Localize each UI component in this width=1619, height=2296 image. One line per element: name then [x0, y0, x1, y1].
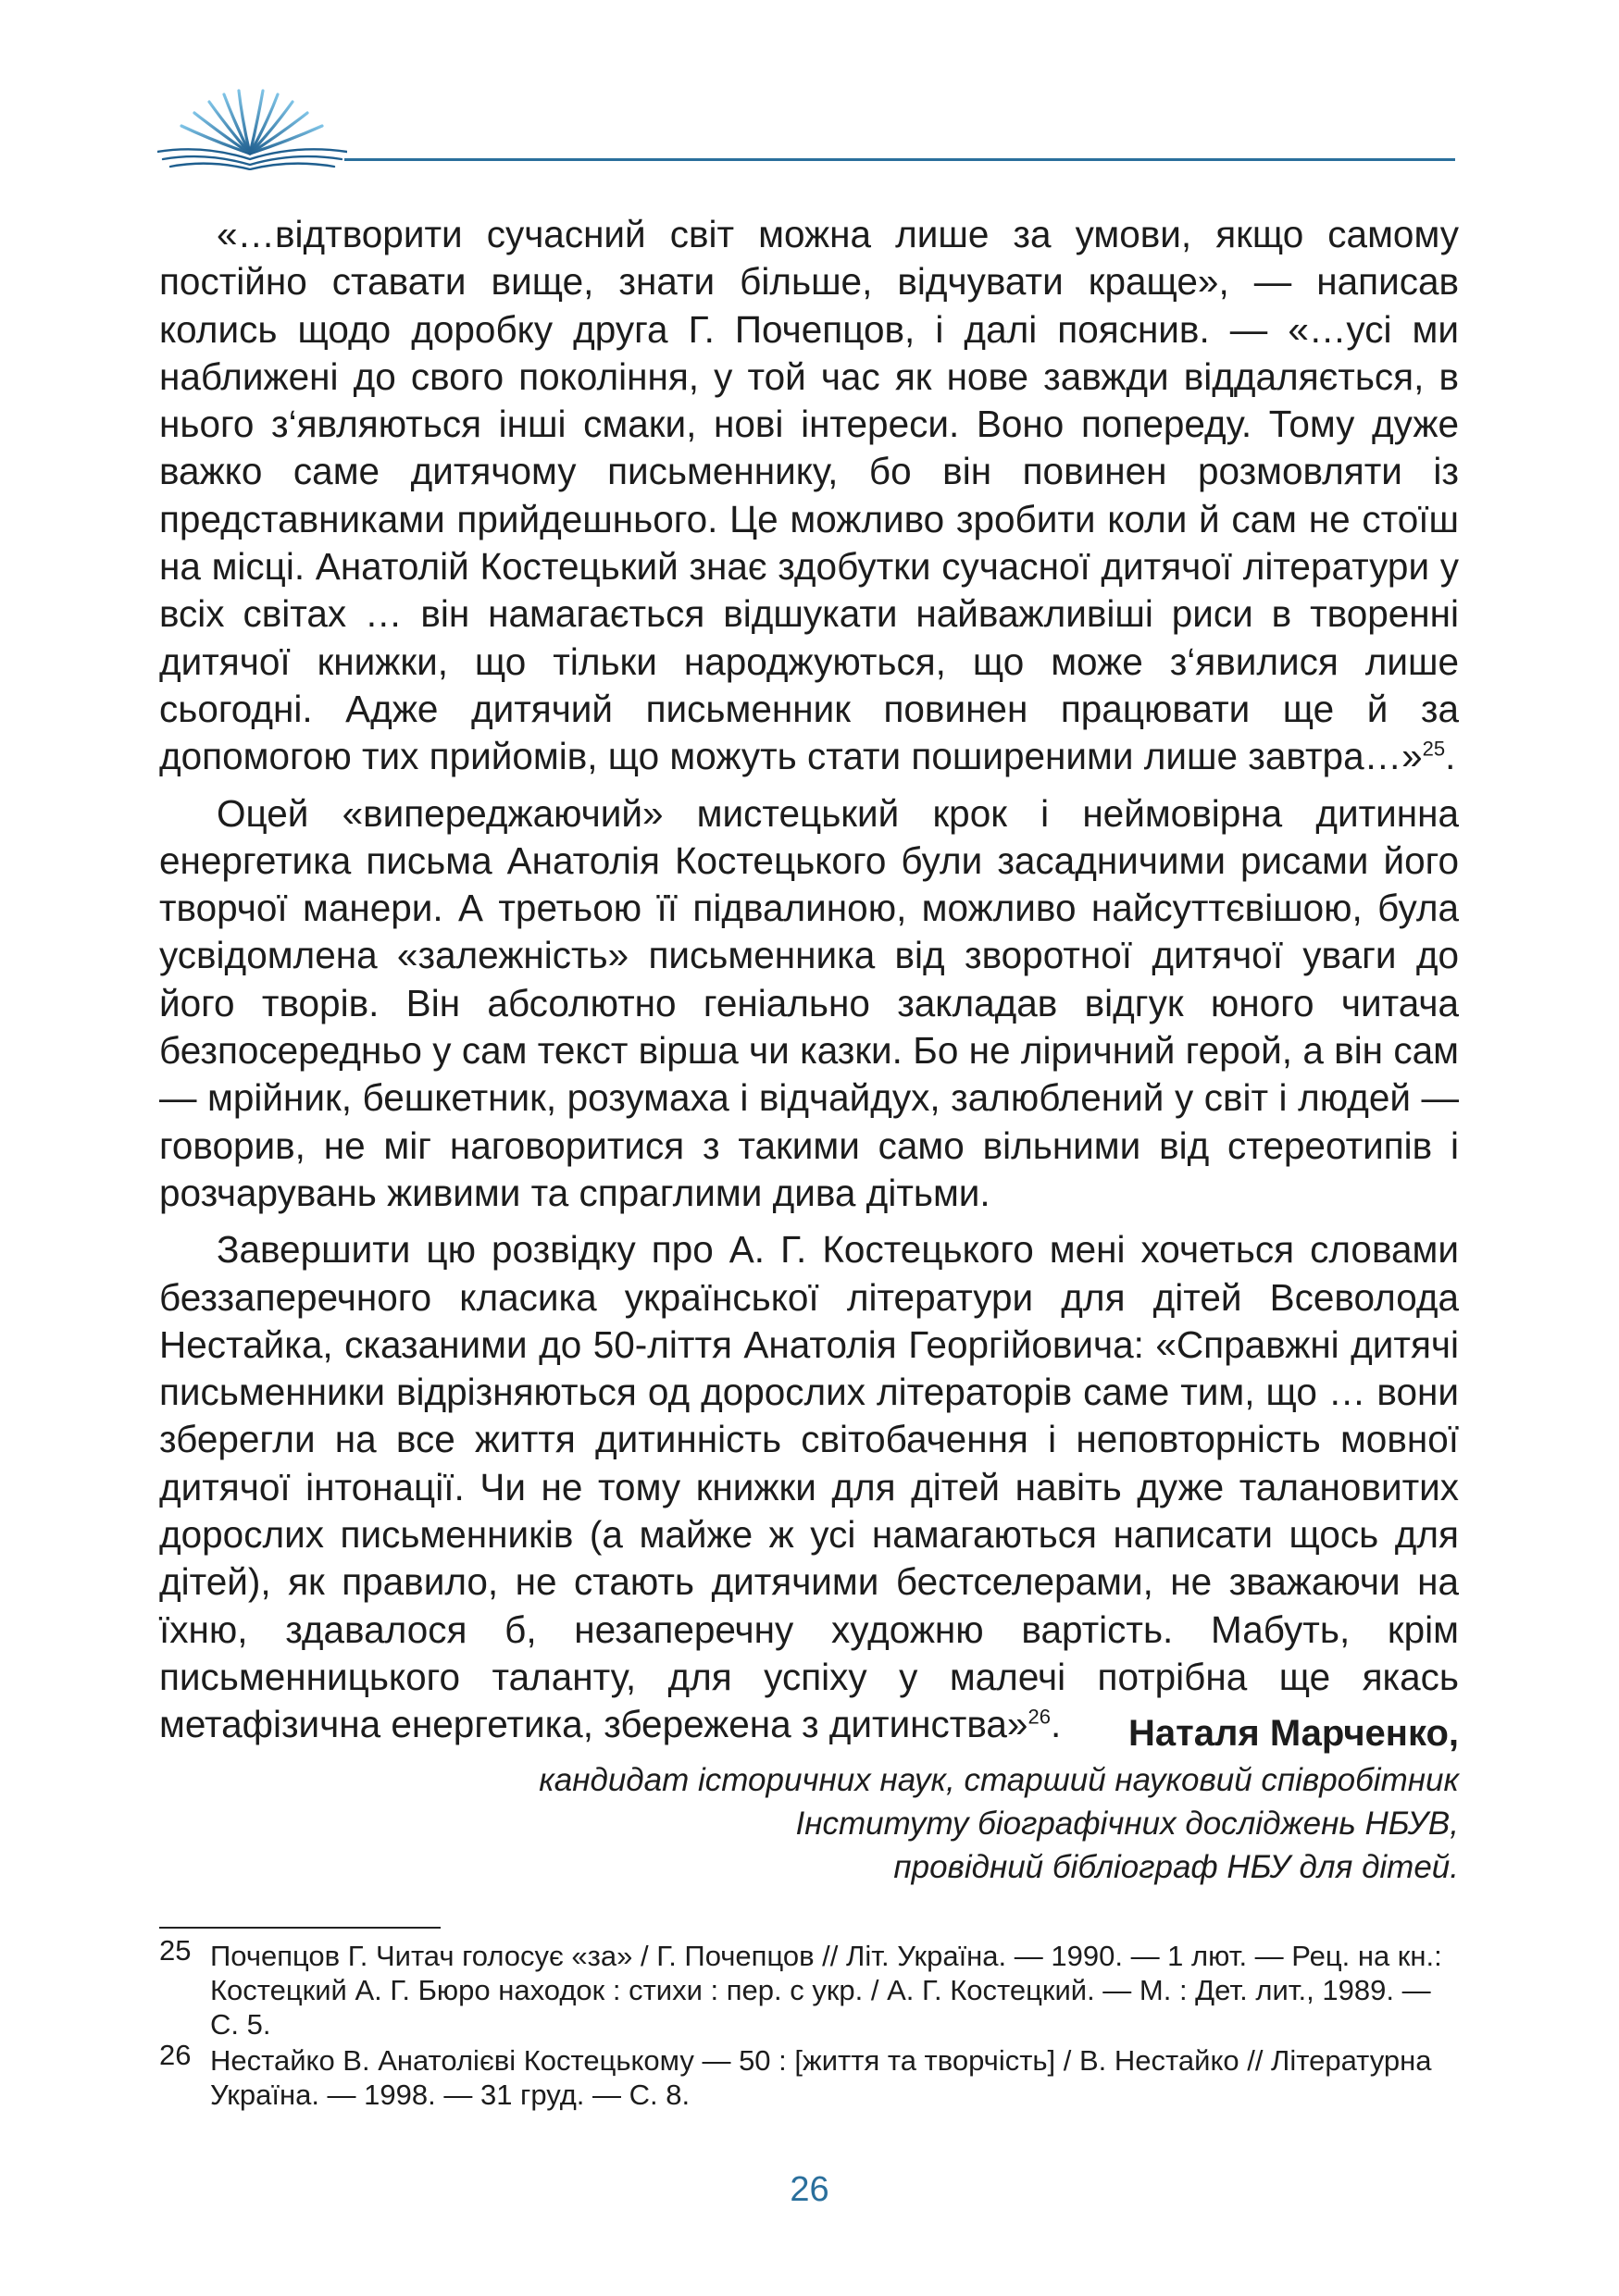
paragraph-end: .	[1445, 735, 1456, 778]
footnote-text: Нестайко В. Анатолієві Костецькому — 50 : [життя та творчість] / В. Нестайко // Літературна Україна. — 1998. — 31 груд. — С. 8.	[210, 2044, 1432, 2111]
author-name: Наталя Марченко,	[1128, 1713, 1459, 1754]
open-book-icon	[157, 85, 347, 170]
footnote	[159, 1934, 1459, 2042]
author-institute: Інституту біографічних досліджень НБУВ,	[795, 1806, 1459, 1842]
author-position: провідний бібліограф НБУ для дітей.	[893, 1849, 1459, 1885]
paragraph	[159, 1226, 1459, 1748]
paragraph	[159, 211, 1459, 781]
footnote-text: Почепцов Г. Читач голосує «за» / Г. Почепцов // Літ. Україна. — 1990. — 1 лют. — Рец. на кн.: Костецкий А. Г. Бюро находок : стихи : пер. с укр. / А. Г. Костецкий. — М. : Дет. лит., 1989. — С. 5.	[210, 1940, 1442, 2041]
paragraph-text: «…відтворити сучасний світ можна лише за умови, якщо самому постійно ставати вище, знати більше, відчувати краще», — написав колись щодо доробку друга Г. Почепцов, і далі пояснив. — «…усі ми наближені до свого покоління, у той час як нове завжди віддаляється, в нього з‘являються інші смаки, нові інтереси. Воно попереду. Тому дуже важко саме дитячому письменнику, бо він повинен розмовляти із представниками прийдешнього. Це можливо зробити коли й сам не стоїш на місці. Анатолій Костецький знає здобутки сучасної дитячої літератури у всіх світах … він намагається відшукати найважливіші риси в творенні дитячої книжки, що тільки народжуються, що може з‘явилися лише сьогодні. Адже дитячий письменник повинен працювати ще й за допомогою тих прийомів, що можуть стати поширеними лише завтра…»	[159, 213, 1459, 778]
author-signature	[159, 1705, 1459, 1889]
main-text	[159, 211, 1459, 1758]
footnote-ref[interactable]: 26	[1027, 1705, 1051, 1729]
author-title: кандидат історичних наук, старший науковий співробітник	[539, 1762, 1459, 1798]
paragraph: Оцей «випереджаючий» мистецький крок і неймовірна дитинна енергетика письма Анатолія Костецького були засадничими рисами його творчої манери. А третьою її підвалиною, можливо найсуттєвішою, була усвідомлена «залежність» письменника від зворотної дитячої уваги до його творів. Він абсолютно геніально закладав відгук юного читача безпосередньо у сам текст вірша чи казки. Бо не ліричний герой, а він сам — мрійник, бешкетник, розумаха і відчайдух, залюблений у світ і людей — говорив, не міг наговоритися з такими само вільними від стереотипів і розчарувань живими та спраглими дива дітьми.	[159, 791, 1459, 1214]
paragraph-text: Завершити цю розвідку про А. Г. Костецького мені хочеться словами беззаперечного класика української літератури для дітей Всеволода Нестайка, сказаними до 50-ліття Анатолія Георгійовича: «Справжні дитячі письменники відрізняються од дорослих літераторів саме тим, що … вони зберегли на все життя дитинність світобачення і неповторність мовної дитячої інтонації. Чи не тому книжки для дітей навіть дуже талановитих дорослих письменників (а майже ж усі намагаються написати щось для дітей), як правило, не стають дитячими бестселерами, не зважаючи на їхню, здавалося б, незаперечну художню вартість. Мабуть, крім письменницького таланту, для успіху у малечі потрібна ще якась метафізична енергетика, збережена з дитинства»	[159, 1228, 1459, 1746]
footnotes	[159, 1934, 1459, 2114]
page-number: 26	[790, 2170, 829, 2209]
footnote-separator	[159, 1927, 441, 1929]
header-rule	[344, 158, 1455, 161]
footnote-ref[interactable]: 25	[1422, 737, 1446, 761]
paragraph-end: .	[1050, 1703, 1062, 1746]
footnote	[159, 2039, 1459, 2112]
footnote-number: 25	[159, 1934, 192, 1967]
footnote-number: 26	[159, 2039, 192, 2071]
